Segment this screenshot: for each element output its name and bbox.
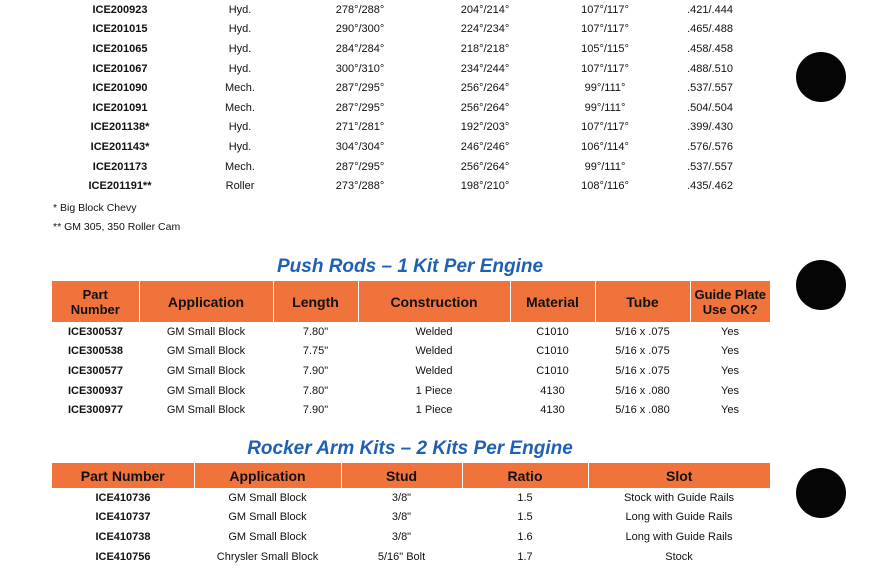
- duration-at-050: 204°/214°: [460, 3, 510, 16]
- application: GM Small Block: [166, 364, 246, 377]
- advertised-duration: 290°/300°: [335, 23, 385, 36]
- tube: 5/16 x .075: [615, 325, 670, 338]
- application: GM Small Block: [166, 384, 246, 397]
- application: GM Small Block: [166, 404, 246, 417]
- length: 7.90": [302, 364, 329, 377]
- push-rods-title: Push Rods – 1 Kit Per Engine: [276, 256, 544, 277]
- stud: 3/8": [391, 530, 412, 543]
- valve-lift: .465/.488: [687, 23, 733, 36]
- tube: 5/16 x .075: [615, 345, 670, 358]
- stud: 5/16" Bolt: [377, 550, 426, 563]
- valve-lift: .399/.430: [687, 121, 733, 134]
- part-number: ICE300538: [67, 345, 124, 358]
- rocker-arms-title: Rocker Arm Kits – 2 Kits Per Engine: [247, 438, 573, 459]
- advertised-duration: 287°/295°: [335, 82, 385, 95]
- header-part-number: [52, 281, 139, 322]
- guide-plate: Yes: [721, 384, 739, 397]
- table-row: [60, 59, 760, 79]
- length: 7.80": [302, 325, 329, 338]
- advertised-duration: 271°/281°: [335, 121, 385, 134]
- header-guide-plate: [690, 281, 770, 322]
- application: GM Small Block: [228, 491, 307, 504]
- duration-at-050: 218°/218°: [460, 42, 510, 55]
- advertised-duration: 273°/288°: [335, 180, 385, 193]
- material: C1010: [536, 364, 569, 377]
- valve-lift: .421/.444: [687, 3, 733, 16]
- push-rods-table: [52, 281, 770, 420]
- table-row: [52, 508, 770, 528]
- duration-at-050: 256°/264°: [460, 82, 510, 95]
- part-number: ICE300537: [67, 325, 124, 338]
- header-guide-line1: Guide Plate: [694, 286, 767, 302]
- valve-lift: .488/.510: [687, 62, 733, 75]
- slot: Long with Guide Rails: [625, 530, 733, 543]
- lifter-type: Hyd.: [228, 62, 252, 75]
- valve-lift: .537/.557: [687, 160, 733, 173]
- part-number: ICE201173: [92, 160, 148, 173]
- lobe-separation: 107°/117°: [581, 62, 629, 75]
- ratio: 1.6: [517, 530, 533, 543]
- lobe-separation: 99°/111°: [584, 160, 626, 173]
- duration-at-050: 234°/244°: [460, 62, 510, 75]
- binder-hole-top: [796, 52, 846, 102]
- tube: 5/16 x .075: [615, 364, 670, 377]
- header-stud: Stud: [341, 463, 462, 488]
- guide-plate: Yes: [721, 345, 739, 358]
- lobe-separation: 99°/111°: [584, 101, 626, 114]
- valve-lift: .435/.462: [687, 180, 733, 193]
- construction: Welded: [415, 325, 453, 338]
- guide-plate: Yes: [721, 325, 739, 338]
- application: GM Small Block: [228, 511, 307, 524]
- lobe-separation: 106°/114°: [581, 140, 629, 153]
- material: 4130: [540, 404, 565, 417]
- lifter-type: Hyd.: [228, 3, 252, 16]
- duration-at-050: 192°/203°: [460, 121, 510, 134]
- ratio: 1.5: [517, 491, 533, 504]
- material: C1010: [536, 345, 569, 358]
- advertised-duration: 287°/295°: [335, 101, 385, 114]
- duration-at-050: 256°/264°: [460, 160, 510, 173]
- guide-plate: Yes: [721, 364, 739, 377]
- table-row: [60, 118, 760, 138]
- table-row: [52, 400, 770, 420]
- table-row: [52, 361, 770, 381]
- part-number: ICE201191**: [88, 180, 152, 193]
- header-slot: Slot: [588, 463, 770, 488]
- slot: Stock with Guide Rails: [623, 491, 735, 504]
- table-row: [60, 98, 760, 118]
- table-row: [52, 381, 770, 401]
- header-construction: Construction: [358, 281, 510, 322]
- part-number: ICE201143*: [90, 140, 150, 153]
- part-number: ICE410737: [95, 511, 151, 524]
- application: GM Small Block: [228, 530, 307, 543]
- header-ratio: Ratio: [462, 463, 588, 488]
- table-row: [52, 342, 770, 362]
- table-row: [60, 176, 760, 196]
- table-row: [60, 137, 760, 157]
- header-part-line1: Part: [82, 286, 108, 302]
- lifter-type: Mech.: [225, 101, 255, 114]
- ratio: 1.5: [517, 511, 533, 524]
- lifter-type: Hyd.: [228, 23, 252, 36]
- lifter-type: Hyd.: [228, 121, 252, 134]
- stud: 3/8": [391, 491, 412, 504]
- lobe-separation: 107°/117°: [581, 23, 629, 36]
- header-tube: Tube: [595, 281, 690, 322]
- lobe-separation: 99°/111°: [584, 82, 626, 95]
- table-row: [52, 488, 770, 508]
- part-number: ICE201065: [92, 42, 148, 55]
- advertised-duration: 284°/284°: [335, 42, 385, 55]
- guide-plate: Yes: [721, 404, 739, 417]
- table-row: [52, 547, 770, 567]
- valve-lift: .504/.504: [687, 101, 733, 114]
- binder-hole-middle: [796, 260, 846, 310]
- header-application: Application: [139, 281, 273, 322]
- duration-at-050: 224°/234°: [460, 23, 510, 36]
- stud: 3/8": [391, 511, 412, 524]
- length: 7.90": [302, 404, 329, 417]
- part-number: ICE300937: [67, 384, 124, 397]
- part-number: ICE410736: [95, 491, 151, 504]
- table-row: [52, 527, 770, 547]
- tube: 5/16 x .080: [615, 384, 670, 397]
- footnote-big-block: * Big Block Chevy: [53, 202, 137, 214]
- length: 7.80": [302, 384, 329, 397]
- binder-hole-bottom: [796, 468, 846, 518]
- part-number: ICE300577: [67, 364, 124, 377]
- lifter-type: Roller: [225, 180, 255, 193]
- construction: 1 Piece: [415, 384, 453, 397]
- header-guide-line2: Use OK?: [702, 301, 758, 317]
- material: 4130: [540, 384, 565, 397]
- part-number: ICE201090: [92, 82, 148, 95]
- duration-at-050: 246°/246°: [460, 140, 510, 153]
- cam-table: [60, 0, 760, 196]
- lobe-separation: 107°/117°: [581, 3, 629, 16]
- material: C1010: [536, 325, 569, 338]
- application: GM Small Block: [166, 325, 246, 338]
- table-row: [60, 0, 760, 20]
- table-row: [52, 322, 770, 342]
- application: GM Small Block: [166, 345, 246, 358]
- lobe-separation: 108°/116°: [581, 180, 629, 193]
- header-length: Length: [273, 281, 358, 322]
- lifter-type: Mech.: [225, 82, 255, 95]
- lifter-type: Hyd.: [228, 140, 252, 153]
- table-row: [60, 39, 760, 59]
- part-number: ICE201138*: [90, 121, 150, 134]
- part-number: ICE200923: [92, 3, 148, 16]
- advertised-duration: 304°/304°: [335, 140, 385, 153]
- construction: Welded: [415, 364, 453, 377]
- length: 7.75": [302, 345, 329, 358]
- part-number: ICE410738: [95, 530, 151, 543]
- part-number: ICE201067: [92, 62, 148, 75]
- table-row: [60, 157, 760, 177]
- table-row: [60, 78, 760, 98]
- header-application: Application: [194, 463, 341, 488]
- header-part-number: Part Number: [52, 463, 194, 488]
- header-part-line2: Number: [70, 301, 120, 317]
- part-number: ICE201015: [92, 23, 148, 36]
- valve-lift: .537/.557: [687, 82, 733, 95]
- valve-lift: .576/.576: [687, 140, 733, 153]
- slot: Stock: [665, 550, 693, 563]
- duration-at-050: 198°/210°: [460, 180, 510, 193]
- advertised-duration: 278°/288°: [335, 3, 385, 16]
- lifter-type: Hyd.: [228, 42, 252, 55]
- application: Chrysler Small Block: [216, 550, 319, 563]
- tube: 5/16 x .080: [615, 404, 670, 417]
- lifter-type: Mech.: [225, 160, 255, 173]
- construction: 1 Piece: [415, 404, 453, 417]
- construction: Welded: [415, 345, 453, 358]
- footnote-roller-cam: ** GM 305, 350 Roller Cam: [53, 221, 181, 233]
- lobe-separation: 107°/117°: [581, 121, 629, 134]
- lobe-separation: 105°/115°: [581, 42, 629, 55]
- part-number: ICE410756: [95, 550, 151, 563]
- valve-lift: .458/.458: [687, 42, 733, 55]
- advertised-duration: 287°/295°: [335, 160, 385, 173]
- ratio: 1.7: [517, 550, 533, 563]
- part-number: ICE201091: [92, 101, 148, 114]
- header-material: Material: [510, 281, 595, 322]
- duration-at-050: 256°/264°: [460, 101, 510, 114]
- table-row: [60, 20, 760, 40]
- slot: Long with Guide Rails: [625, 511, 733, 524]
- advertised-duration: 300°/310°: [335, 62, 385, 75]
- part-number: ICE300977: [67, 404, 124, 417]
- rocker-arms-table: [52, 463, 770, 566]
